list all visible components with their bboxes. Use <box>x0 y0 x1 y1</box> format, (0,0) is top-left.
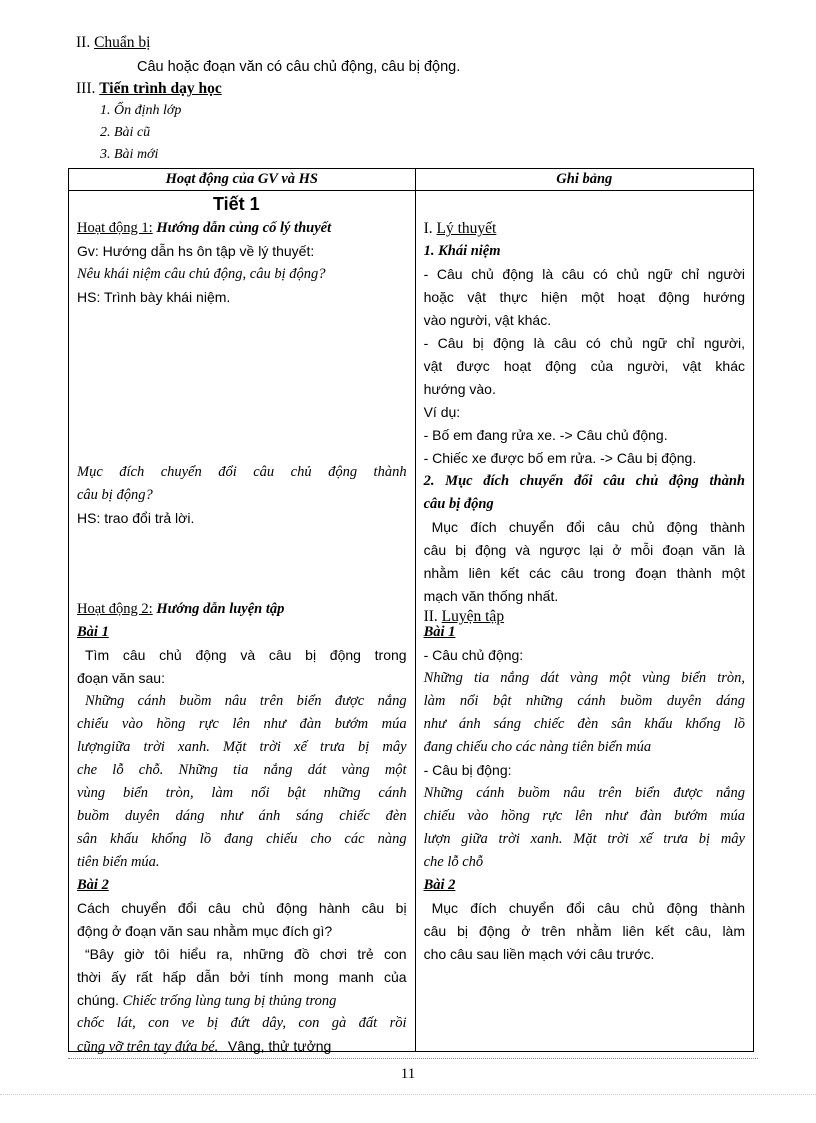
right-line: hoặc vật thực hiện một hoạt động hướng <box>423 289 745 305</box>
right-line: mạch văn thống nhất. <box>423 588 559 604</box>
left-line: sân khấu khổng lồ đang chiếu cho các nàng <box>77 831 407 847</box>
left-line: Mục đích chuyển đổi câu chủ động thành <box>77 464 407 480</box>
activity-2-label: Hoạt động 2: <box>77 601 153 617</box>
right-line: - Câu bị động: <box>423 762 512 778</box>
activity-1-label: Hoạt động 1: <box>77 220 153 236</box>
left-text: Chiếc trống lùng tung bị thủng trong <box>122 993 337 1009</box>
section-3-heading <box>76 80 222 98</box>
left-line: câu bị động? <box>77 487 153 503</box>
practice-title: Luyện tập <box>441 608 505 625</box>
section-3-item-1: 1. Ổn định lớp <box>100 103 182 118</box>
left-line: Cách chuyển đổi câu chủ động hành câu bị <box>77 900 407 916</box>
left-line: đoạn văn sau: <box>77 670 165 686</box>
left-line <box>77 1035 407 1059</box>
section-3-item-3: 3. Bài mới <box>100 147 159 162</box>
theory-number: I. <box>423 220 433 237</box>
theory-heading <box>424 217 745 240</box>
exercise-2-label: Bài 2 <box>77 877 109 893</box>
left-text: cũng vỡ trên tay đứa bé. <box>77 1039 219 1055</box>
practice-number: II. <box>423 608 438 625</box>
left-line <box>77 989 407 1013</box>
right-line: - Bố em đang rửa xe. -> Câu chủ động. <box>423 427 668 443</box>
right-line: che lỗ chỗ <box>423 854 484 870</box>
right-line: Mục đích chuyển đổi câu chủ động thành <box>431 900 745 916</box>
section-3-number: III. <box>76 80 96 97</box>
lesson-title: Tiết 1 <box>213 194 260 214</box>
section-2-title: Chuẩn bị <box>94 34 151 51</box>
header-board-notes: Ghi bảng <box>415 169 753 191</box>
left-line: buồm duyên dáng như ánh sáng chiếc đèn <box>77 808 407 824</box>
right-line: Ví dụ: <box>423 404 461 420</box>
left-line: chiếu vào hồng rực lên như đàn bướm múa <box>77 716 407 732</box>
right-line: nhằm liên kết các câu trong đoạn thành một <box>423 565 745 581</box>
lesson-table <box>68 168 754 1055</box>
left-line: Gv: Hướng dẫn hs ôn tập về lý thuyết: <box>77 243 315 259</box>
left-line: Nêu khái niệm câu chủ động, câu bị động? <box>77 266 326 282</box>
right-line: - Câu chủ động là câu có chủ ngữ chỉ người <box>423 266 745 282</box>
section-3-title: Tiến trình dạy học <box>99 80 222 97</box>
right-line: đang chiếu cho các nàng tiên biển múa <box>423 739 652 755</box>
left-line: Những cánh buồm nâu trên biển được nắng <box>85 693 407 709</box>
right-line: câu bị động ở trên nhằm liên kết câu, làm <box>423 923 745 939</box>
activity-2-title: Hướng dẫn luyện tập <box>156 601 285 617</box>
right-line: như ánh sáng chiếc đèn sân khấu khổng lồ <box>423 716 745 732</box>
left-line: lượngiữa trời xanh. Mặt trời xế trưa bị mây <box>77 739 407 755</box>
left-text: Vâng, thử tưởng <box>227 1038 332 1054</box>
right-line: hướng vào. <box>423 381 496 397</box>
right-line: lượn giữa trời xanh. Mặt trời xế trưa bị mây <box>423 831 745 847</box>
section-2-text: Câu hoặc đoạn văn có câu chủ động, câu bị động. <box>137 59 461 75</box>
activity-1-title: Hướng dẫn củng cố lý thuyết <box>156 220 332 236</box>
section-2-heading <box>76 34 150 52</box>
header-activities: Hoạt động của GV và HS <box>69 169 416 191</box>
theory-title: Lý thuyết <box>436 220 497 237</box>
right-line: Những tia nắng dát vàng một vùng biển tròn, <box>423 670 745 686</box>
section-2-number: II. <box>76 34 91 51</box>
left-line: chốc lát, con ve bị đứt dây, con gà đất rồi <box>77 1015 407 1031</box>
answer-1-label: Bài 1 <box>423 624 456 640</box>
activity-2-heading <box>77 598 407 621</box>
page-number: 11 <box>400 1066 416 1082</box>
section-3-item-2: 2. Bài cũ <box>100 125 151 140</box>
right-line: làm nổi bật những cánh buồm duyên dáng <box>423 693 745 709</box>
purpose-heading: 2. Mục đích chuyển đổi câu chủ động thành <box>423 473 745 489</box>
left-line: thời ấy rất hấp dẫn bởi tính mong manh của <box>77 969 407 985</box>
right-line: Những cánh buồm nâu trên biển được nắng <box>423 785 745 801</box>
right-line: chiếu vào hồng rực lên như đàn bướm múa <box>423 808 745 824</box>
right-line: - Câu bị động là câu có chủ ngữ chỉ người, <box>423 335 745 351</box>
right-line: cho câu sau liền mạch với câu trước. <box>423 946 655 962</box>
left-line: HS: Trình bày khái niệm. <box>77 289 231 305</box>
left-line: Tìm câu chủ động và câu bị động trong <box>85 647 407 663</box>
left-column <box>69 191 416 1055</box>
right-line: vào người, vật khác. <box>423 312 552 328</box>
right-column <box>415 191 753 1052</box>
answer-2-label: Bài 2 <box>423 877 456 893</box>
activity-1-heading <box>77 217 407 240</box>
page-bottom-divider <box>0 1094 816 1095</box>
purpose-heading-cont: câu bị động <box>423 496 494 512</box>
right-line: câu bị động và ngược lại ở mỗi đoạn văn là <box>423 542 745 558</box>
left-line: HS: trao đổi trả lời. <box>77 510 195 526</box>
right-line: Mục đích chuyển đổi câu chủ động thành <box>431 519 745 535</box>
exercise-1-label: Bài 1 <box>77 624 109 640</box>
concept-heading: 1. Khái niệm <box>423 243 501 259</box>
right-line: - Chiếc xe được bố em rửa. -> Câu bị động. <box>423 450 697 466</box>
left-line: tiên biển múa. <box>77 854 160 870</box>
right-line: vật được hoạt động của người, vật khác <box>423 358 745 374</box>
left-line: vùng biển tròn, làm nổi bật những cánh <box>77 785 407 801</box>
footer-divider <box>68 1058 758 1059</box>
left-line: động ở đoạn văn sau nhằm mục đích gì? <box>77 923 333 939</box>
right-line: - Câu chủ động: <box>423 647 524 663</box>
left-line: “Bây giờ tôi hiểu ra, những đồ chơi trẻ con <box>85 946 407 962</box>
left-text: chúng. <box>77 992 120 1008</box>
left-line: che lỗ chỗ. Những tia nắng dát vàng một <box>77 762 407 778</box>
